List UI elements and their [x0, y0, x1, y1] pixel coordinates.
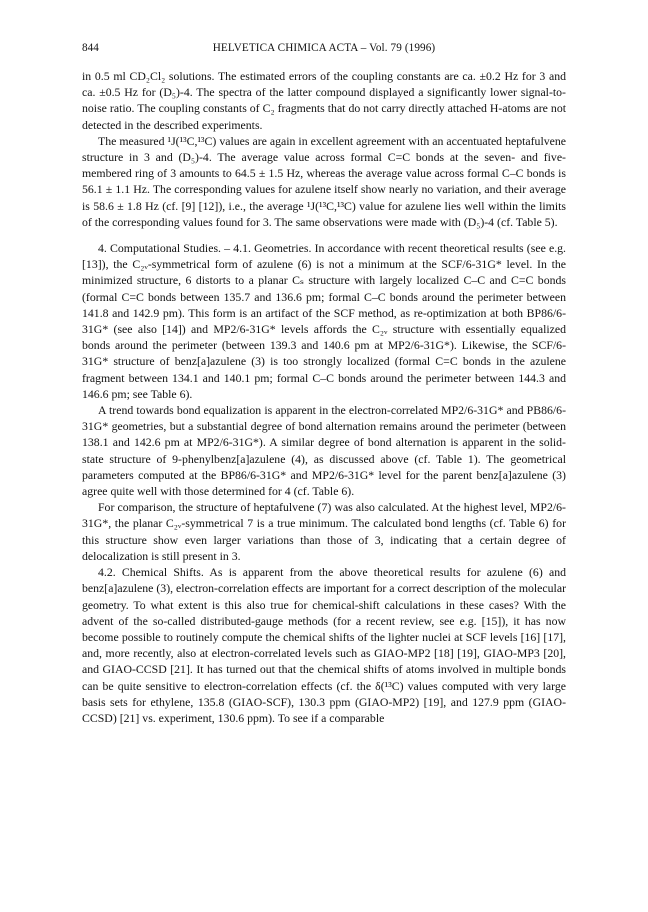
paragraph: 4.2. Chemical Shifts. As is apparent from the above theoretical results for azulene (6) and benz[a]azulene (3), electron-correlation effects are important for a correct description of the molecular geometry. To what extent is this also true for chemical-shift calculations in these cases? With the advent of the so-called distributed-gauge methods (for a recent review, see e.g. [15]), it has now become possible to routinely compute the chemical shifts of the lighter nuclei at SCF levels [16] [17], and, more recently, also at electron-correlated levels such as GIAO-MP2 [18] [19], GIAO-MP3 [20], and GIAO-CCSD [21]. It has turned out that the chemical shifts of atoms involved in multiple bonds can be quite sensitive to electron-correlation effects (cf. the δ(¹³C) values computed with very large basis sets for ethylene, 135.8 (GIAO-SCF), 130.3 ppm (GIAO-MP2) [19], and 127.9 ppm (GIAO-CCSD) [21] vs. experiment, 130.6 ppm). To see if a comparable — [82, 565, 566, 725]
body-text — [82, 68, 566, 726]
running-header — [82, 40, 566, 56]
page-number: 844 — [82, 42, 99, 54]
section-paragraph: 4. Computational Studies. – 4.1. Geometries. In accordance with recent theoretical results (see e.g. [13]), the C₂ᵥ-symmetrical form of azulene (6) is not a minimum at the SCF/6-31G* level. In the minimized structure, 6 distorts to a planar Cₛ structure with largely localized C–C and C=C bonds (formal C=C bonds between 135.7 and 136.6 pm; formal C–C bonds around the perimeter between 141.8 and 142.9 pm). This form is an artifact of the SCF method, as re-optimization at both BP86/6-31G* (see also [14]) and MP2/6-31G* levels affords the C₂ᵥ structure with essentially equalized bonds around the perimeter (between 139.3 and 140.6 pm at MP2/6-31G*). Likewise, the SCF/6-31G* structure of benz[a]azulene (3) is too strongly localized (formal C=C bonds in the azulene fragment between 134.1 and 140.1 pm; formal C–C bonds around the perimeter between 144.3 and 146.6 pm; see Table 6). — [82, 241, 566, 401]
running-title: HELVETICA CHIMICA ACTA – Vol. 79 (1996) — [212, 42, 436, 54]
paragraph: in 0.5 ml CD₂Cl₂ solutions. The estimated errors of the coupling constants are ca. ±0.2 Hz for 3 and ca. ±0.5 Hz for (D₅)-4. The spectra of the latter compound displayed a significantly lower signal-to-noise ratio. The coupling constants of C₂ fragments that do not carry directly attached H-atoms are not detected in the described experiments. — [82, 69, 566, 132]
paragraph: The measured ¹J(¹³C,¹³C) values are again in excellent agreement with an accentuated heptafulvene structure in 3 and (D₅)-4. The average value across formal C=C bonds at the seven- and five-membered ring of 3 amounts to 64.5 ± 1.5 Hz, whereas the average value across formal C–C bonds is 56.1 ± 1.1 Hz. The corresponding values for azulene itself show nearly no variation, and their average is 58.6 ± 1.8 Hz (cf. [9] [12]), i.e., the average ¹J(¹³C,¹³C) value for azulene lies well within the limits of the corresponding values found for 3. The same observations were made with (D₅)-4 (cf. Table 5). — [82, 133, 566, 229]
paragraph: For comparison, the structure of heptafulvene (7) was also calculated. At the highest level, MP2/6-31G*, the planar C₂ᵥ-symmetrical 7 is a true minimum. The calculated bond lengths (cf. Table 6) for this structure show even larger variations than those of 3, indicating that a certain degree of delocalization is still present in 3. — [82, 500, 566, 563]
paragraph: A trend towards bond equalization is apparent in the electron-correlated MP2/6-31G* and PB86/6-31G* geometries, but a substantial degree of bond alternation remains around the perimeter (between 138.1 and 142.6 pm at MP2/6-31G*). A similar degree of bond alternation is apparent in the solid-state structure of 9-phenylbenz[a]azulene (4), as discussed above (cf. Table 1). The geometrical parameters computed at the BP86/6-31G* and MP2/6-31G* level for the parent benz[a]azulene (3) agree quite well with those determined for 4 (cf. Table 6). — [82, 403, 566, 499]
